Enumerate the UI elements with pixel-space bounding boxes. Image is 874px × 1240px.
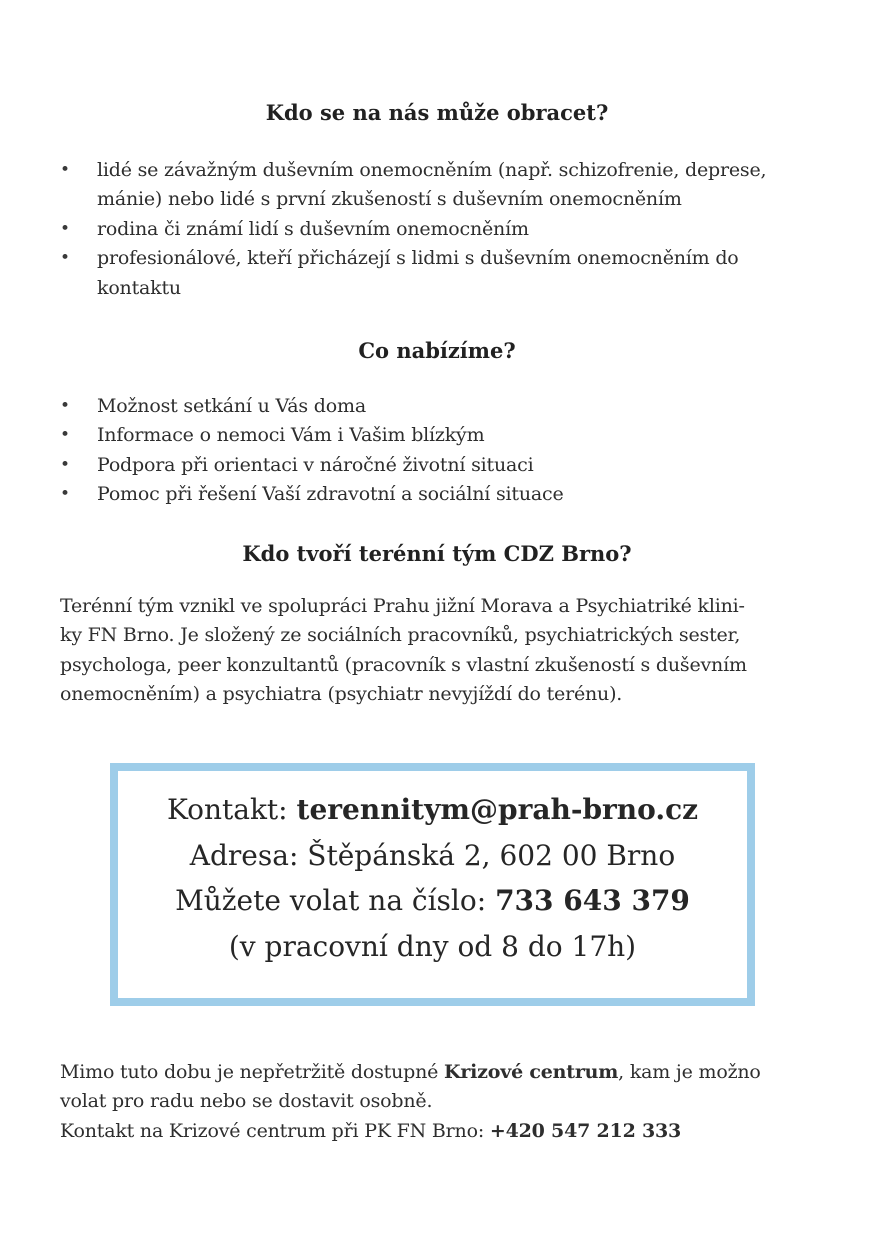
contact-line-address: Adresa: Štěpánská 2, 602 00 Brno xyxy=(189,838,676,872)
paragraph-line: Terénní tým vznikl ve spolupráci Prahu jižní Morava a Psychiatriké klini- xyxy=(60,595,745,617)
footer-text: Kontakt na Krizové centrum při PK FN Brno: xyxy=(60,1119,490,1142)
section-heading-who-can-contact: Kdo se na nás může obracet? xyxy=(265,100,609,125)
paragraph-line: ky FN Brno. Je složený ze sociálních pracovníků, psychiatrických sester, xyxy=(60,624,741,647)
list-item-text: Možnost setkání u Vás doma xyxy=(97,395,366,417)
contact-phone-label: Můžete volat na číslo: xyxy=(175,884,496,917)
bullet-icon: • xyxy=(60,160,71,180)
contact-email-label: Kontakt: xyxy=(166,793,297,826)
list-item xyxy=(60,244,766,303)
list-item-text: lidé se závažným duševním onemocněním (např. schizofrenie, deprese, xyxy=(97,159,767,181)
list-item xyxy=(60,392,564,421)
team-paragraph xyxy=(60,592,747,710)
list-item xyxy=(60,421,564,450)
bullet-icon: • xyxy=(60,248,71,269)
list-item xyxy=(60,215,766,244)
bullet-icon: • xyxy=(60,396,71,416)
contact-box xyxy=(110,763,755,1006)
section-heading-what-we-offer: Co nabízíme? xyxy=(358,338,516,363)
contact-phone-value: 733 643 379 xyxy=(495,884,690,917)
footer-crisis-center-label: Krizové centrum xyxy=(444,1061,619,1083)
list-item-text: rodina či známí lidí s duševním onemocněním xyxy=(97,217,529,240)
bullet-icon: • xyxy=(60,454,71,475)
footer-text: Mimo tuto dobu je nepřetržitě dostupné xyxy=(60,1061,445,1083)
list-item-text: Informace o nemoci Vám i Vašim blízkým xyxy=(97,424,485,447)
contact-line-email xyxy=(118,787,747,833)
list-item-text: profesionálové, kteří přicházejí s lidmi s duševním onemocněním do xyxy=(97,247,739,270)
footer-line: volat pro radu nebo se dostavit osobně. xyxy=(60,1090,433,1113)
list-item xyxy=(60,451,564,480)
footer-line xyxy=(60,1058,761,1087)
list-item-text: mánie) nebo lidé s první zkušeností s duševním onemocněním xyxy=(97,188,682,211)
contact-line-phone xyxy=(118,878,747,924)
paragraph-line: psychologa, peer konzultantů (pracovník s vlastní zkušeností s duševním xyxy=(60,653,747,676)
bullet-icon: • xyxy=(60,484,71,505)
footer-line xyxy=(60,1117,761,1146)
contact-email-value: terennitym@prah-brno.cz xyxy=(296,793,699,826)
footer-paragraph xyxy=(60,1058,761,1146)
list-item-text: Pomoc při řešení Vaší zdravotní a sociální situace xyxy=(97,483,564,506)
contact-line-hours: (v pracovní dny od 8 do 17h) xyxy=(228,929,637,963)
list-item-text: Podpora při orientaci v náročné životní situaci xyxy=(97,453,534,476)
paragraph-line: onemocněním) a psychiatra (psychiatr nevyjíždí do terénu). xyxy=(60,683,623,706)
list-item-text: kontaktu xyxy=(97,276,181,299)
bullet-icon: • xyxy=(60,218,71,239)
bullet-list-what-we-offer xyxy=(60,392,564,510)
footer-text: , kam je možno xyxy=(618,1061,761,1083)
bullet-icon: • xyxy=(60,425,71,446)
bullet-list-who-can-contact xyxy=(60,156,766,303)
list-item xyxy=(60,156,766,215)
list-item xyxy=(60,480,564,509)
footer-crisis-phone-value: +420 547 212 333 xyxy=(489,1119,682,1142)
section-heading-team: Kdo tvoří terénní tým CDZ Brno? xyxy=(242,541,632,566)
